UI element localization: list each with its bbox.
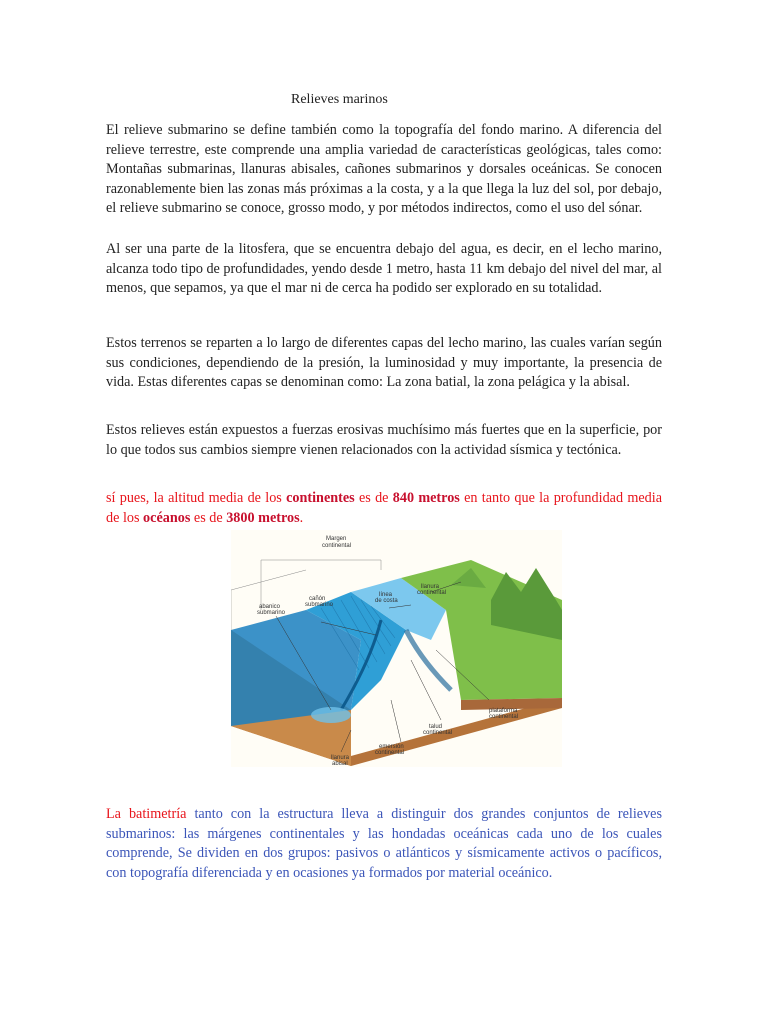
label-plataforma-continental: continental	[489, 714, 519, 720]
paragraph-erosion: Estos relieves están expuestos a fuerzas erosivas muchísimo más fuertes que en la superficie, por lo que todos sus cambios siempre vienen relacionados con la actividad sísmica y tectónica.	[106, 422, 662, 458]
label-abanico: abanico	[259, 604, 281, 610]
text-segment: en tanto que la profundidad media de los	[106, 490, 662, 526]
batimetria-lead: La batimetría	[106, 806, 187, 822]
bold-3800-metros: 3800 metros	[226, 509, 300, 526]
text-segment: .	[299, 509, 304, 526]
paragraph-relieve-submarino: El relieve submarino se define también como la topografía del fondo marino. A diferencia del relieve terrestre, este comprende una amplia variedad de características geológicas, tales como: Montañas submarinas, llanuras abisales, cañones submarinos y dorsales oceánicas. Se conocen razonablemente bien las zonas más próximas a la costa, y a la que llega la luz del sol, por debajo, el relieve submarino se conoce, grosso modo, y por métodos indirectos, como el uso del sónar.	[106, 122, 662, 216]
label-canon: cañón	[309, 596, 326, 602]
submarine-fan	[311, 707, 351, 723]
paragraph-terrenos: Estos terrenos se reparten a lo largo de diferentes capas del lecho marino, las cuales varían según sus condiciones, dependiendo de la presión, la luminosidad y muy importante, la presencia de vida. Estas diferentes capas se denominan como: La zona batial, la zona pelágica y la abisal.	[106, 335, 662, 390]
label-margen-continental: continental	[322, 543, 352, 549]
page-title: Relieves marinos	[291, 92, 388, 107]
label-llanura-continental: llanura	[421, 584, 440, 590]
label-llanura-continental-2: continental	[417, 590, 447, 596]
text-segment: es de	[190, 509, 227, 526]
bold-continentes: continentes	[286, 490, 355, 506]
label-abanico-submarino: submarino	[257, 610, 286, 616]
text-segment: sí pues, la altitud media de los	[106, 490, 287, 506]
bold-840-metros: 840 metros	[392, 490, 460, 506]
label-margen: Margen	[326, 536, 347, 542]
label-talud-continental: continental	[423, 730, 453, 736]
relieve-marino-diagram	[231, 530, 562, 767]
label-abisal: abisal	[332, 761, 348, 767]
label-linea: línea	[379, 592, 393, 598]
bold-oceanos: océanos	[143, 509, 191, 526]
batimetria-text: tanto con la estructura lleva a distinguir dos grandes conjuntos de relieves submarinos: las márgenes continentales y las hondadas oceánicas cada uno de los cuales comprende, Se dividen en dos grupos: pasivos o atlánticos y sísmicamente activos o pacíficos, con topografía diferenciada y en ocasiones ya formados por material oceánico.	[106, 806, 662, 881]
label-emersion: emersión	[379, 744, 404, 750]
label-canon-submarino: submarino	[305, 602, 334, 608]
paragraph-altitud-media	[106, 489, 662, 528]
text-segment: es de	[354, 490, 393, 506]
label-plataforma: plataforma	[489, 708, 518, 714]
paragraph-batimetria	[106, 805, 662, 883]
paragraph-litosfera: Al ser una parte de la litosfera, que se encuentra debajo del agua, es decir, en el lecho marino, alcanza todo tipo de profundidades, yendo desde 1 metro, hasta 11 km debajo del nivel del mar, al menos, que sepamos, ya que el mar ni de cerca ha podido ser explorado en su totalidad.	[106, 241, 662, 296]
label-talud: talud	[429, 724, 443, 730]
label-de-costa: de costa	[375, 598, 398, 604]
label-llanura-abisal: llanura	[331, 755, 350, 761]
label-emersion-continental: continental	[375, 750, 405, 756]
diagram-svg	[231, 530, 562, 767]
